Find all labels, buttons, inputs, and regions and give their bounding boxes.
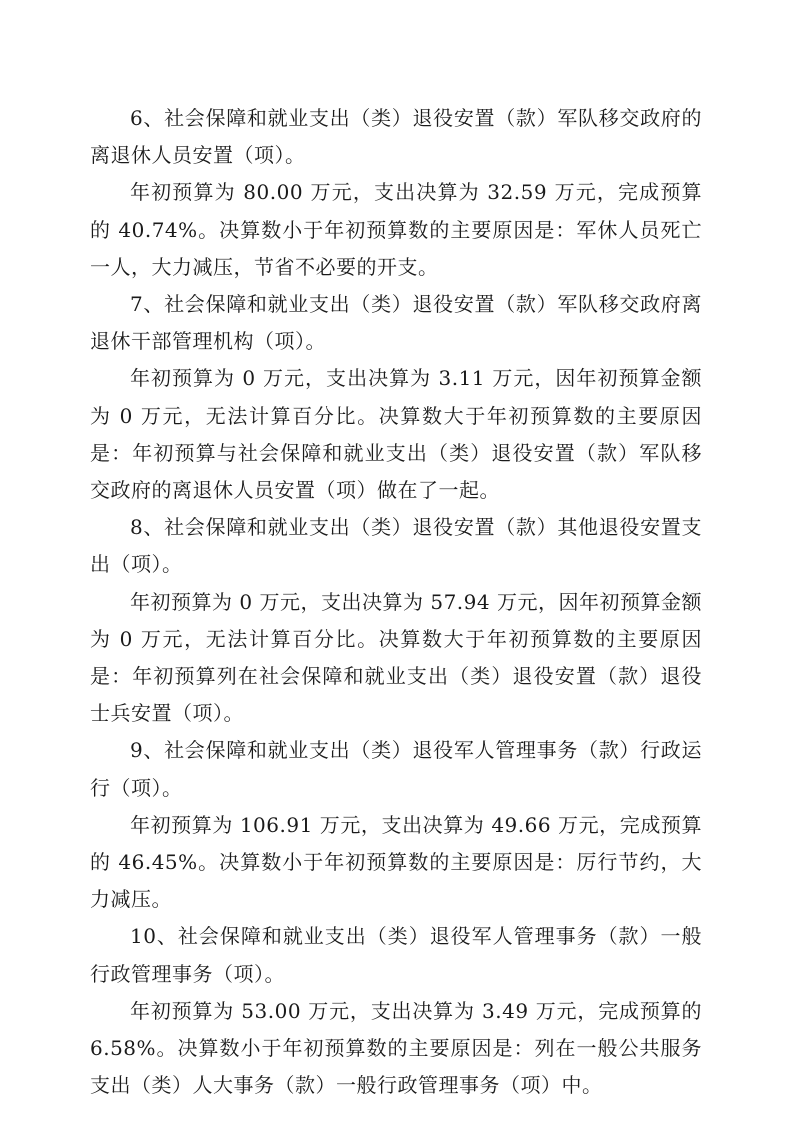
item-10-heading: 10、社会保障和就业支出（类）退役军人管理事务（款）一般行政管理事务（项）。	[90, 924, 702, 986]
item-6-explanation: 年初预算为 80.00 万元，支出决算为 32.59 万元，完成预算的 40.74%。决算数小于年初预算数的主要原因是：军休人员死亡一人，大力减压，节省不必要的开支。	[90, 180, 702, 279]
item-8-explanation: 年初预算为 0 万元，支出决算为 57.94 万元，因年初预算金额为 0 万元，无法计算百分比。决算数大于年初预算数的主要原因是：年初预算列在社会保障和就业支出（类）退役安置（款）退役士兵安置（项）。	[90, 589, 702, 726]
item-10-explanation: 年初预算为 53.00 万元，支出决算为 3.49 万元，完成预算的 6.58%。决算数小于年初预算数的主要原因是：列在一般公共服务支出（类）人大事务（款）一般行政管理事务（项）中。	[90, 998, 702, 1098]
document-body	[90, 100, 702, 1104]
item-6-heading: 6、社会保障和就业支出（类）退役安置（款）军队移交政府的离退休人员安置（项）。	[90, 106, 702, 168]
item-9-explanation: 年初预算为 106.91 万元，支出决算为 49.66 万元，完成预算的 46.45%。决算数小于年初预算数的主要原因是：厉行节约，大力减压。	[90, 812, 702, 912]
item-7-heading: 7、社会保障和就业支出（类）退役安置（款）军队移交政府离退休干部管理机构（项）。	[90, 292, 702, 354]
item-9-heading: 9、社会保障和就业支出（类）退役军人管理事务（款）行政运行（项）。	[90, 738, 702, 800]
item-7-explanation: 年初预算为 0 万元，支出决算为 3.11 万元，因年初预算金额为 0 万元，无法计算百分比。决算数大于年初预算数的主要原因是：年初预算与社会保障和就业支出（类）退役安置（款）军队移交政府的离退休人员安置（项）做在了一起。	[90, 366, 702, 503]
item-8-heading: 8、社会保障和就业支出（类）退役安置（款）其他退役安置支出（项）。	[90, 515, 702, 577]
